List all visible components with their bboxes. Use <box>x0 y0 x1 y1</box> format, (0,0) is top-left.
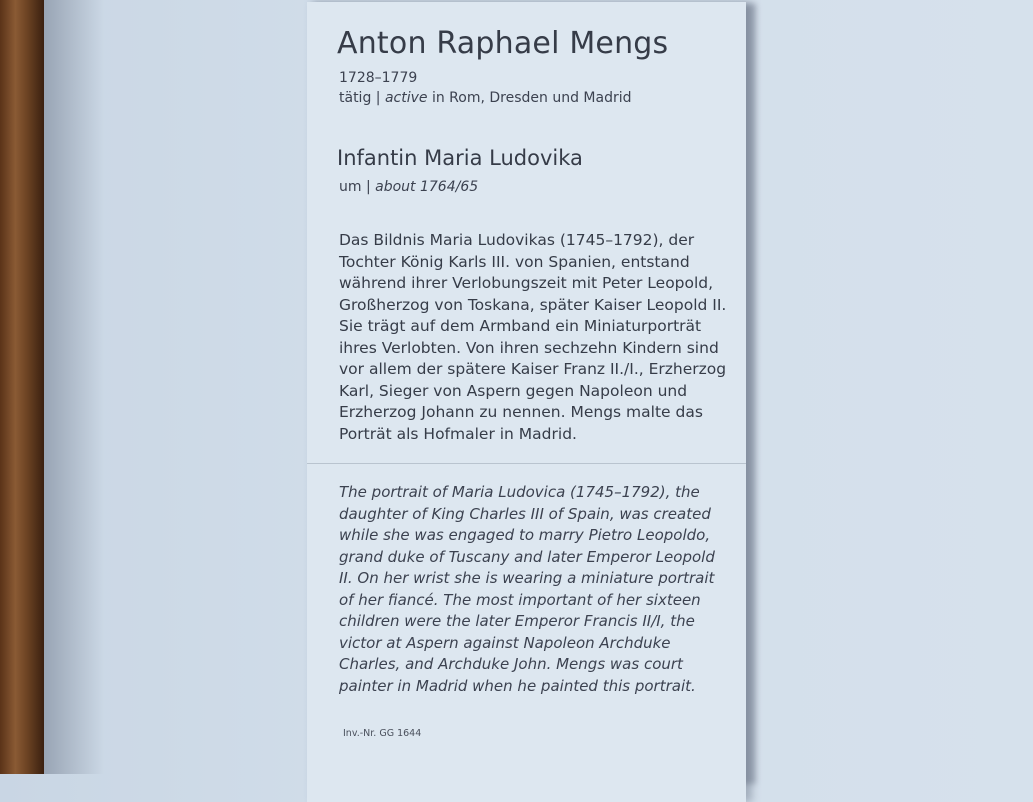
german-description <box>339 230 739 445</box>
artwork-date <box>339 179 478 195</box>
german-line: vor allem der spätere Kaiser Franz II./I., Erzherzog <box>339 360 727 378</box>
german-line: ihres Verlobten. Von ihren sechzehn Kindern sind <box>339 338 719 357</box>
active-places <box>339 90 632 106</box>
german-line: Karl, Sieger von Aspern gegen Napoleon und <box>339 381 688 400</box>
english-description <box>339 482 739 697</box>
german-line: während ihrer Verlobungszeit mit Peter Leopold, <box>339 274 714 292</box>
english-line: painter in Madrid when he painted this portrait. <box>339 676 696 695</box>
english-line: daughter of King Charles III of Spain, was created <box>339 504 711 523</box>
english-line: Charles, and Archduke John. Mengs was court <box>339 655 683 673</box>
frame-shadow <box>44 0 104 774</box>
picture-frame-edge <box>0 0 44 774</box>
german-line: Sie trägt auf dem Armband ein Miniaturporträt <box>339 317 702 335</box>
english-line: victor at Aspern against Napoleon Archduke <box>339 633 671 652</box>
english-line: children were the later Emperor Francis II/I, the <box>339 612 695 630</box>
german-line: Erzherzog Johann zu nennen. Mengs malte das <box>339 403 703 421</box>
english-line: The portrait of Maria Ludovica (1745–1792), the <box>339 483 700 501</box>
german-line: Tochter König Karls III. von Spanien, entstand <box>339 252 690 271</box>
divider <box>307 463 746 464</box>
date-italic: about 1764/65 <box>375 179 479 195</box>
german-line: Das Bildnis Maria Ludovikas (1745–1792), der <box>339 231 695 249</box>
german-line: Porträt als Hofmaler in Madrid. <box>339 424 577 443</box>
english-line: grand duke of Tuscany and later Emperor Leopold <box>339 547 715 566</box>
english-line: of her fiancé. The most important of her sixteen <box>339 590 701 609</box>
inventory-number: Inv.-Nr. GG 1644 <box>343 728 422 739</box>
german-line: Großherzog von Toskana, später Kaiser Leopold II. <box>339 295 727 314</box>
english-line: while she was engaged to marry Pietro Leopoldo, <box>339 526 711 544</box>
date-prefix: um | <box>339 179 376 195</box>
museum-label-card <box>307 2 746 802</box>
active-prefix: tätig | <box>339 90 385 106</box>
active-suffix: in Rom, Dresden und Madrid <box>427 90 632 106</box>
active-italic: active <box>384 90 428 106</box>
english-line: II. On her wrist she is wearing a miniature portrait <box>339 569 715 587</box>
artist-name: Anton Raphael Mengs <box>337 26 669 61</box>
life-dates: 1728–1779 <box>339 70 418 86</box>
artwork-title: Infantin Maria Ludovika <box>337 146 583 170</box>
